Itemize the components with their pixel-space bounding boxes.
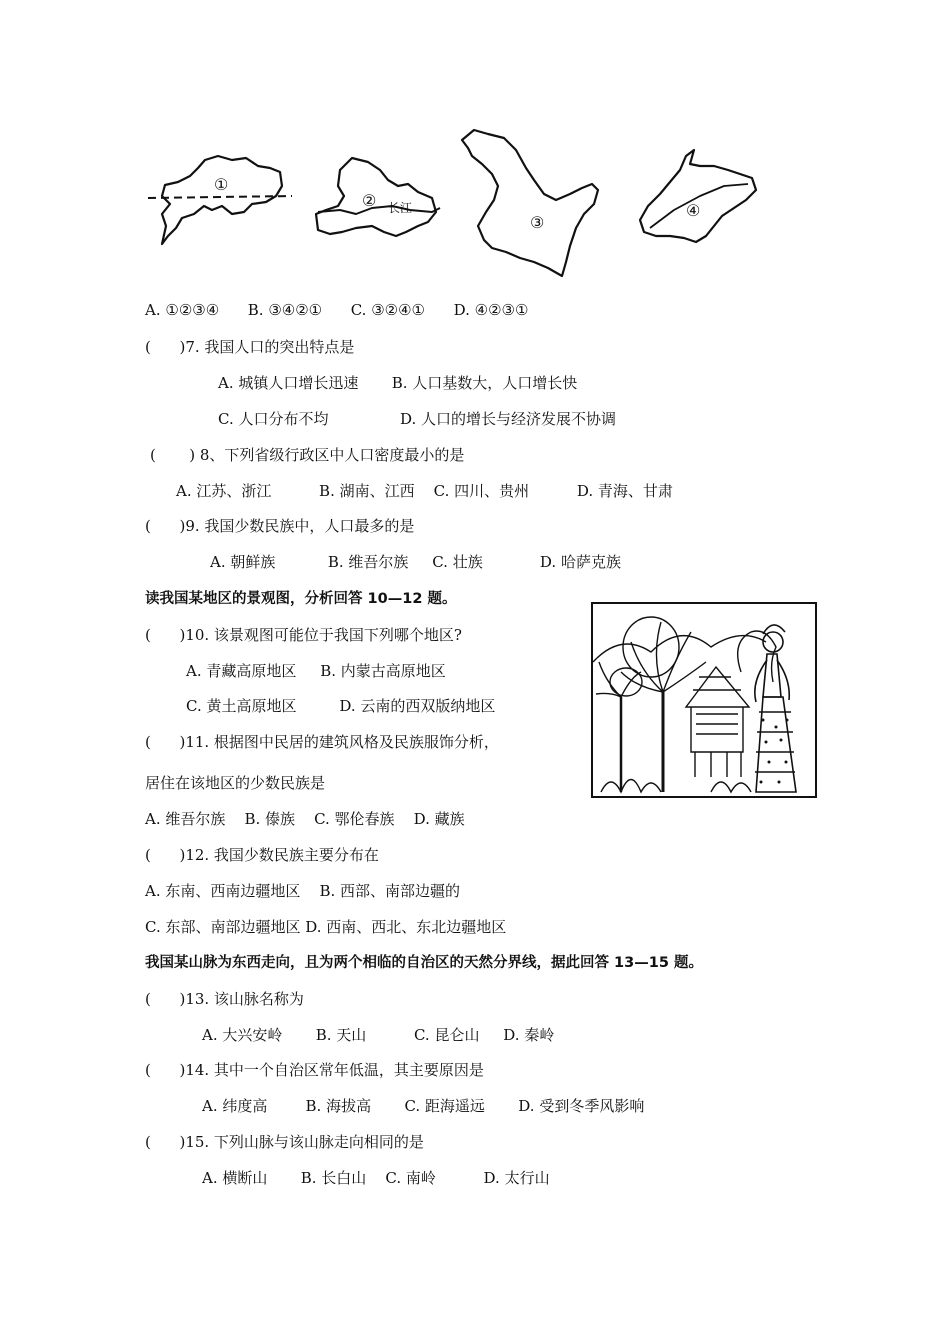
q9-options: A. 朝鲜族 B. 维吾尔族 C. 壮族 D. 哈萨克族 [210, 553, 621, 571]
province-map-4 [640, 150, 756, 242]
q12-options-line2: C. 东部、南部边疆地区 D. 西南、西北、东北边疆地区 [145, 918, 507, 936]
q7-options-line2: C. 人口分布不均 D. 人口的增长与经济发展不协调 [218, 410, 617, 428]
province-maps [0, 0, 950, 300]
q12-options-line1: A. 东南、西南边疆地区 B. 西部、南部边疆的 [145, 882, 461, 900]
q15-stem: ( )15. 下列山脉与该山脉走向相同的是 [145, 1133, 424, 1151]
q12-stem: ( )12. 我国少数民族主要分布在 [145, 846, 379, 864]
section-heading-10-12: 读我国某地区的景观图，分析回答 10—12 题。 [145, 591, 457, 607]
landscape-illustration [591, 602, 817, 798]
q10-options-line1: A. 青藏高原地区 B. 内蒙古高原地区 [186, 662, 446, 680]
province-map-1 [162, 156, 282, 244]
province-map-3 [462, 130, 598, 276]
q15-options: A. 横断山 B. 长白山 C. 南岭 D. 太行山 [202, 1169, 550, 1187]
map-label-2: ② [362, 191, 377, 210]
q7-options-line1: A. 城镇人口增长迅速 B. 人口基数大，人口增长快 [218, 374, 578, 392]
q6-options: A. ①②③④ B. ③④②① C. ③②④① D. ④②③① [145, 301, 529, 319]
map-label-3: ③ [530, 213, 545, 232]
q8-options: A. 江苏、浙江 B. 湖南、江西 C. 四川、贵州 D. 青海、甘肃 [176, 482, 673, 500]
map2-river-label: 长江 [388, 201, 413, 215]
q13-options: A. 大兴安岭 B. 天山 C. 昆仑山 D. 秦岭 [202, 1026, 555, 1044]
section-heading-13-15: 我国某山脉为东西走向，且为两个相临的自治区的天然分界线，据此回答 13—15 题。 [145, 955, 703, 971]
q10-stem: ( )10. 该景观图可能位于我国下列哪个地区? [145, 626, 462, 644]
q14-stem: ( )14. 其中一个自治区常年低温，其主要原因是 [145, 1061, 484, 1079]
q7-stem: ( )7. 我国人口的突出特点是 [145, 338, 355, 356]
map-label-1: ① [214, 175, 229, 194]
q8-stem: ( ) 8、下列省级行政区中人口密度最小的是 [150, 446, 465, 464]
q11-stem-line2: 居住在该地区的少数民族是 [145, 774, 326, 792]
q14-options: A. 纬度高 B. 海拔高 C. 距海遥远 D. 受到冬季风影响 [202, 1097, 645, 1115]
q11-options: A. 维吾尔族 B. 傣族 C. 鄂伦春族 D. 藏族 [145, 810, 465, 828]
q9-stem: ( )9. 我国少数民族中，人口最多的是 [145, 517, 415, 535]
q10-options-line2: C. 黄土高原地区 D. 云南的西双版纳地区 [186, 697, 496, 715]
q13-stem: ( )13. 该山脉名称为 [145, 990, 304, 1008]
q11-stem-line1: ( )11. 根据图中民居的建筑风格及民族服饰分析， [145, 733, 499, 751]
map-label-4: ④ [686, 201, 701, 220]
